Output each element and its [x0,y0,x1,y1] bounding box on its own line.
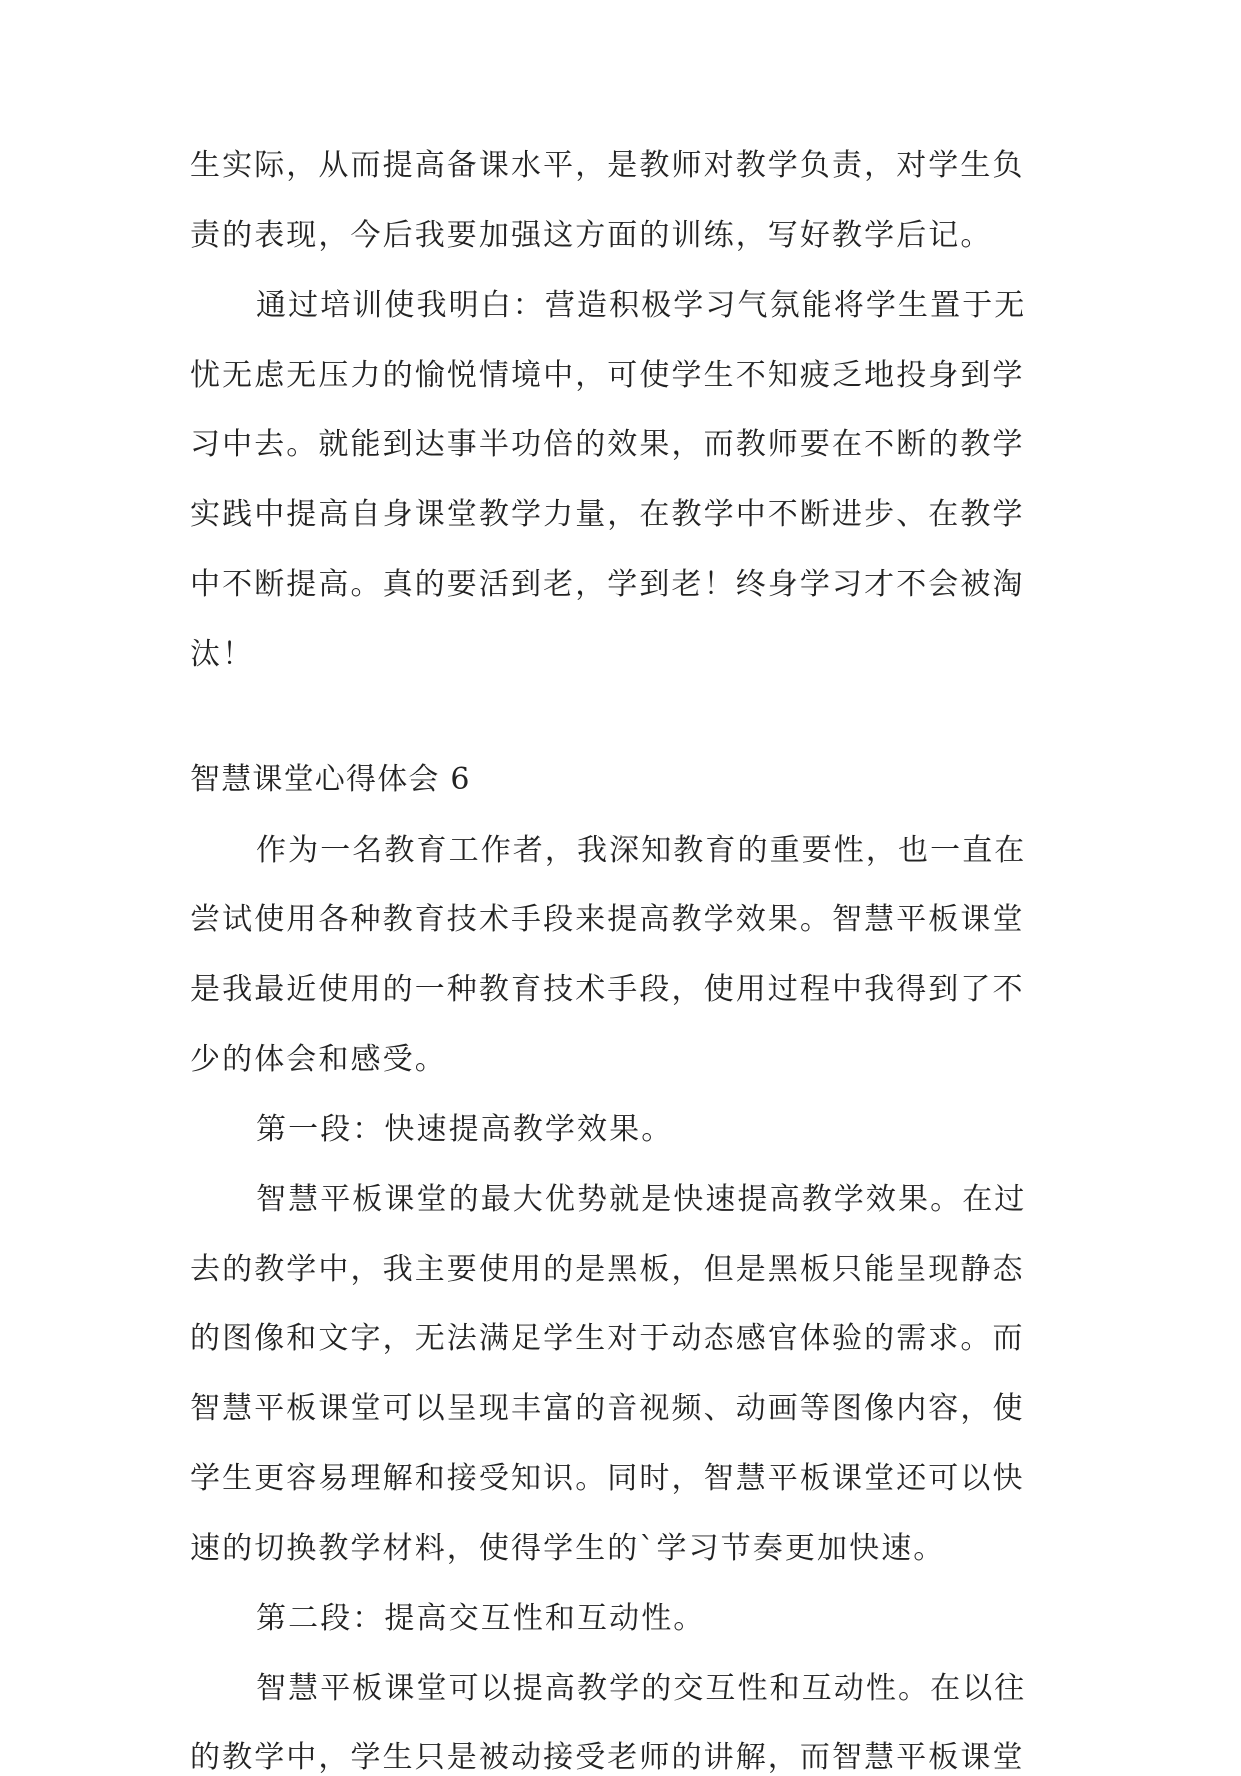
paragraph-line: 的教学中，学生只是被动接受老师的讲解，而智慧平板课堂 [190,1740,1025,1775]
paragraph-line: 学生更容易理解和接受知识。同时，智慧平板课堂还可以快 [190,1461,1025,1496]
paragraph-line: 第二段：提高交互性和互动性。 [256,1601,706,1636]
paragraph-line: 责的表现，今后我要加强这方面的训练，写好教学后记。 [190,218,993,253]
paragraph-line: 实践中提高自身课堂教学力量，在教学中不断进步、在教学 [190,497,1025,532]
paragraph-line: 作为一名教育工作者，我深知教育的重要性，也一直在 [256,833,1027,868]
paragraph-line: 通过培训使我明白：营造积极学习气氛能将学生置于无 [256,288,1027,323]
paragraph-line: 中不断提高。真的要活到老，学到老！终身学习才不会被淘 [190,567,1025,602]
paragraph-line: 智慧平板课堂可以提高教学的交互性和互动性。在以往 [256,1671,1027,1706]
paragraph-line: 习中去。就能到达事半功倍的效果，而教师要在不断的教学 [190,427,1025,462]
paragraph-line: 的图像和文字，无法满足学生对于动态感官体验的需求。而 [190,1321,1025,1356]
paragraph-line: 智慧平板课堂可以呈现丰富的音视频、动画等图像内容，使 [190,1391,1025,1426]
paragraph-line: 汰！ [190,637,255,672]
paragraph-line: 智慧平板课堂的最大优势就是快速提高教学效果。在过 [256,1182,1027,1217]
paragraph-line: 速的切换教学材料，使得学生的`学习节奏更加快速。 [190,1531,946,1566]
paragraph-line: 少的体会和感受。 [190,1042,447,1077]
paragraph-line: 尝试使用各种教育技术手段来提高教学效果。智慧平板课堂 [190,902,1025,937]
paragraph-line: 生实际，从而提高备课水平，是教师对教学负责，对学生负 [190,148,1025,183]
paragraph-line: 第一段：快速提高教学效果。 [256,1112,674,1147]
paragraph-line: 忧无虑无压力的愉悦情境中，可使学生不知疲乏地投身到学 [190,358,1025,393]
section-heading: 智慧课堂心得体会 6 [190,762,471,797]
paragraph-line: 去的教学中，我主要使用的是黑板，但是黑板只能呈现静态 [190,1252,1025,1287]
paragraph-line: 是我最近使用的一种教育技术手段，使用过程中我得到了不 [190,972,1025,1007]
